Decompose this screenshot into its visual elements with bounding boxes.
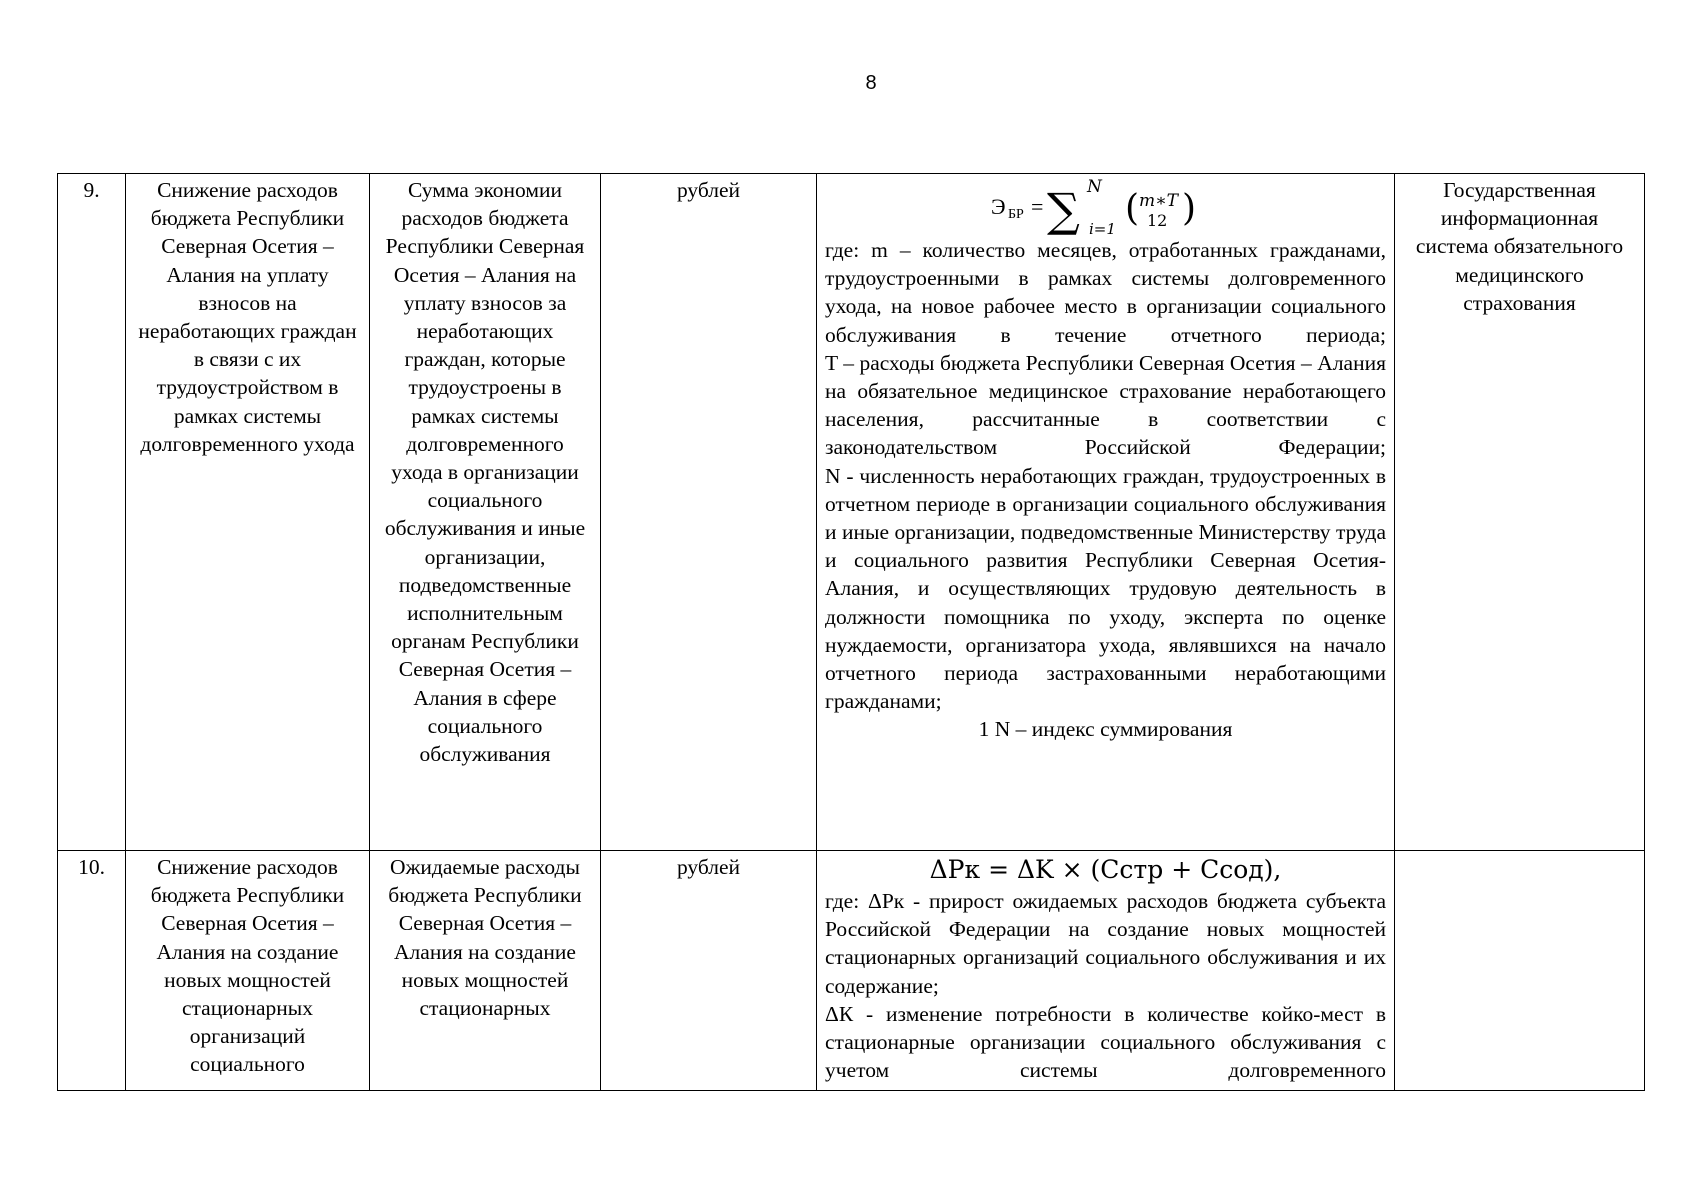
indicator-definition: Сумма экономии расходов бюджета Республики Северная Осетия – Алания на уплату взносов за неработающих граждан, которые трудоустроены в рамках системы долговременного ухода в организации социального обслуживания и иные организации, подведомственные исполнительным органам Республики Северная Осетия – Алания в сфере социального обслуживания <box>370 174 601 851</box>
explanation-paragraph: где: m – количество месяцев, отработанных гражданами, трудоустроенными в рамках системы долговременного ухода, на новое рабочее место в организации социального обслуживания в течение отчетного периода; <box>825 238 1386 347</box>
indicators-table <box>57 173 1645 1091</box>
cost-formula: ΔPк = ΔK × (Cстр + Cсод), <box>929 855 1282 884</box>
svg-text:N: N <box>1086 177 1102 197</box>
formula-cell <box>817 174 1395 851</box>
svg-text:12: 12 <box>1146 211 1167 230</box>
table-row <box>58 851 1645 1091</box>
row-number: 9. <box>58 174 126 851</box>
indicator-name: Снижение расходов бюджета Республики Северная Осетия – Алания на уплату взносов на неработающих граждан в связи с их трудоустройством в рамках системы долговременного ухода <box>126 174 370 851</box>
explanation-paragraph: где: ΔPк - прирост ожидаемых расходов бюджета субъекта Российской Федерации на создание новых мощностей стационарных организаций социального обслуживания и их содержание; <box>825 889 1386 998</box>
data-source: Государственная информационная система обязательного медицинского страхования <box>1395 174 1645 851</box>
formula-cell <box>817 851 1395 1091</box>
sum-formula-graphic <box>991 176 1221 238</box>
page-number: 8 <box>865 72 877 94</box>
svg-text:∑: ∑ <box>1046 183 1080 237</box>
svg-text:(: ( <box>1124 188 1139 229</box>
indicator-name-text: Снижение расходов бюджета Республики Северная Осетия – Алания на создание новых мощностей стационарных организаций социального <box>150 855 345 1077</box>
explanation-paragraph: N - численность неработающих граждан, трудоустроенных в отчетном периоде в организации социального обслуживания и иные организации, подведомственные Министерству труда и социального развития Республики Северная Осетия-Алания, и осуществляющих трудовую деятельность в должности помощника по уходу, эксперта по оценке нуждаемости, организатора ухода, являвшихся на начало отчетного периода застрахованными неработающими гражданами; <box>825 463 1386 714</box>
summation-index-note: 1 N – индекс суммирования <box>978 717 1233 742</box>
svg-text:Э: Э <box>990 194 1006 219</box>
svg-text:m∗T: m∗T <box>1138 191 1178 211</box>
svg-text:): ) <box>1181 188 1196 229</box>
unit-of-measure: рублей <box>601 851 817 1091</box>
svg-text:i=1: i=1 <box>1088 220 1116 238</box>
data-source <box>1395 851 1645 1091</box>
sum-formula <box>825 176 1386 236</box>
svg-text:БР: БР <box>1007 207 1024 222</box>
row-number: 10. <box>58 851 126 1091</box>
unit-of-measure: рублей <box>601 174 817 851</box>
table-row <box>58 174 1645 851</box>
indicator-definition <box>370 851 601 1091</box>
explanation-paragraph: ΔК - изменение потребности в количестве койко-мест в стационарные организации социального обслуживания с учетом системы долговременного <box>825 1001 1386 1083</box>
indicator-name <box>126 851 370 1091</box>
explanation-paragraph: T – расходы бюджета Республики Северная Осетия – Алания на обязательное медицинское страхование неработающего населения, рассчитанные в соответствии с законодательством Российской Федерации; <box>825 350 1386 460</box>
svg-text:=: = <box>1030 194 1043 219</box>
indicator-definition-text: Ожидаемые расходы бюджета Республики Северная Осетия – Алания на создание новых мощностей стационарных <box>388 855 582 1021</box>
